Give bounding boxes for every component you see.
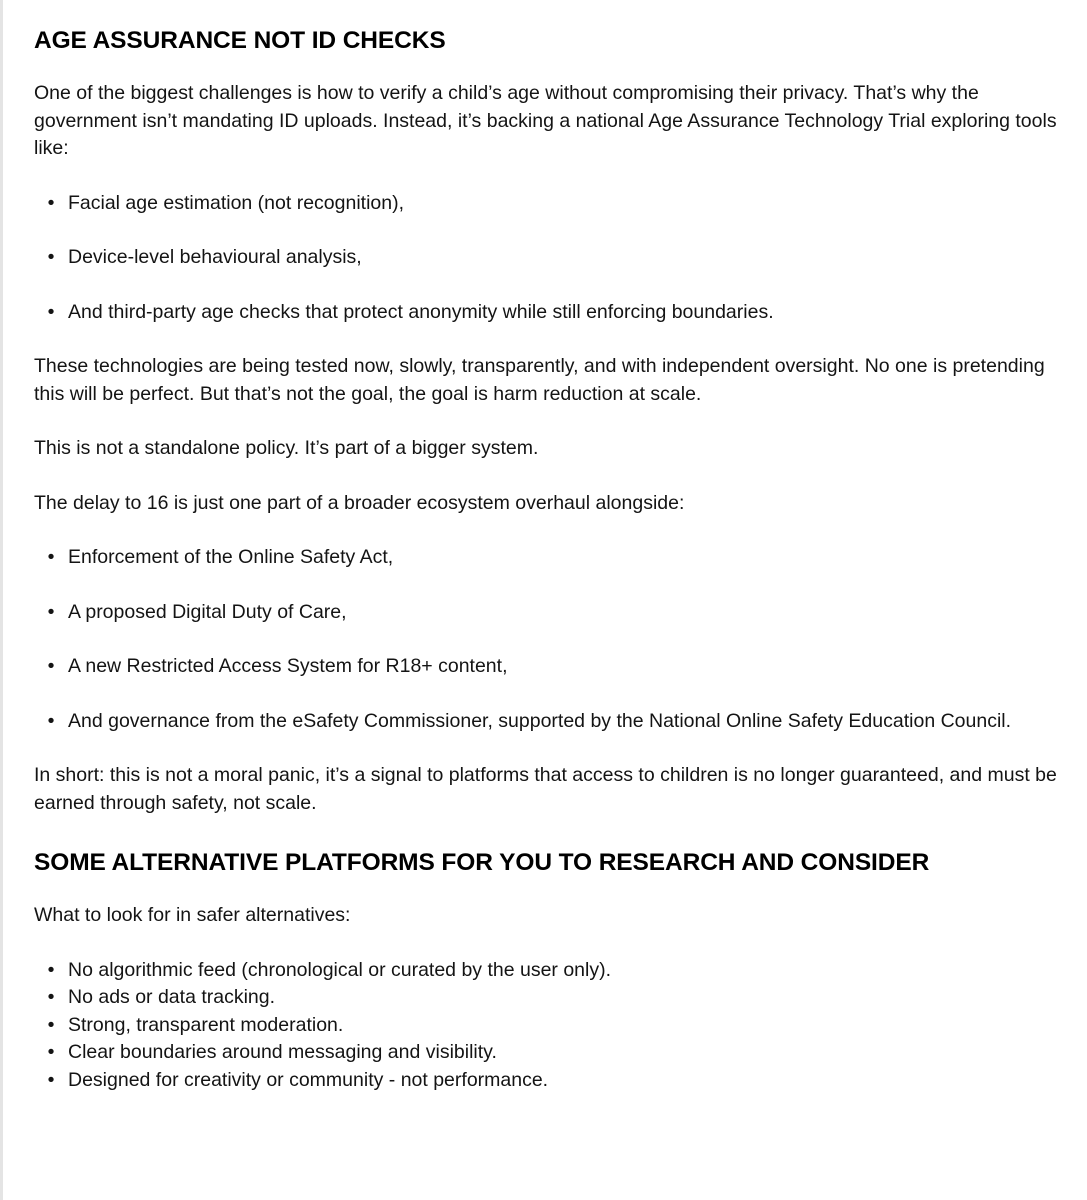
list-item xyxy=(34,957,1064,985)
list-item-text: No algorithmic feed (chronological or curated by the user only). xyxy=(68,958,612,981)
bullet-icon: • xyxy=(47,246,55,268)
alternatives-intro-paragraph: What to look for in safer alternatives: xyxy=(34,904,351,926)
list-item xyxy=(34,984,1064,1012)
bullet-icon: • xyxy=(47,1068,55,1091)
bullet-icon: • xyxy=(47,191,55,214)
list-item-text: A proposed Digital Duty of Care, xyxy=(68,600,347,623)
list-item xyxy=(34,1067,1064,1095)
bigger-system-paragraph: This is not a standalone policy. It’s part of a bigger system. xyxy=(34,437,539,459)
testing-paragraph: These technologies are being tested now, slowly, transparently, and with independent oversight. No one is pretending this will be perfect. But that’s not the goal, the goal is harm reduction at scale. xyxy=(34,355,1045,405)
ecosystem-measures-list xyxy=(34,544,1064,735)
bullet-icon: • xyxy=(47,958,55,981)
list-item xyxy=(34,599,1064,627)
list-item xyxy=(34,708,1064,736)
list-item-text: Enforcement of the Online Safety Act, xyxy=(68,546,394,568)
list-item-text: Designed for creativity or community - not performance. xyxy=(68,1068,549,1091)
list-item xyxy=(34,244,1064,272)
list-item xyxy=(34,1012,1064,1040)
age-assurance-intro-paragraph: One of the biggest challenges is how to verify a child’s age without compromising their privacy. That’s why the government isn’t mandating ID uploads. Instead, it’s backing a national Age Assurance Technology Trial exploring tools like: xyxy=(34,82,1057,159)
bullet-icon: • xyxy=(47,1013,55,1036)
section-heading-age-assurance: AGE ASSURANCE NOT ID CHECKS xyxy=(34,27,446,54)
list-item-text: Strong, transparent moderation. xyxy=(68,1013,344,1036)
bullet-icon: • xyxy=(47,709,55,732)
article-body xyxy=(34,22,1064,1121)
list-item xyxy=(34,1039,1064,1067)
list-item xyxy=(34,299,1064,327)
list-item-text: And governance from the eSafety Commissioner, supported by the National Online Safety Education Council. xyxy=(68,709,1012,732)
page-left-border xyxy=(0,0,3,1200)
summary-paragraph: In short: this is not a moral panic, it’s a signal to platforms that access to children is no longer guaranteed, and must be earned through safety, not scale. xyxy=(34,764,1057,814)
safer-alternatives-criteria-list xyxy=(34,957,1064,1095)
list-item xyxy=(34,544,1064,572)
list-item xyxy=(34,653,1064,681)
bullet-icon: • xyxy=(47,1041,55,1063)
list-item-text: Clear boundaries around messaging and visibility. xyxy=(68,1041,497,1063)
list-item-text: A new Restricted Access System for R18+ content, xyxy=(68,655,508,677)
list-item-text: Device-level behavioural analysis, xyxy=(68,246,362,268)
section-heading-alternative-platforms: SOME ALTERNATIVE PLATFORMS FOR YOU TO RESEARCH AND CONSIDER xyxy=(34,849,930,876)
age-assurance-tools-list xyxy=(34,190,1064,327)
bullet-icon: • xyxy=(47,600,55,623)
bullet-icon: • xyxy=(47,300,55,323)
list-item xyxy=(34,190,1064,218)
delay-paragraph: The delay to 16 is just one part of a broader ecosystem overhaul alongside: xyxy=(34,491,685,514)
list-item-text: And third-party age checks that protect anonymity while still enforcing boundaries. xyxy=(68,300,774,323)
bullet-icon: • xyxy=(47,986,55,1008)
bullet-icon: • xyxy=(47,655,55,677)
list-item-text: No ads or data tracking. xyxy=(68,986,276,1008)
list-item-text: Facial age estimation (not recognition), xyxy=(68,191,405,214)
bullet-icon: • xyxy=(47,546,55,568)
